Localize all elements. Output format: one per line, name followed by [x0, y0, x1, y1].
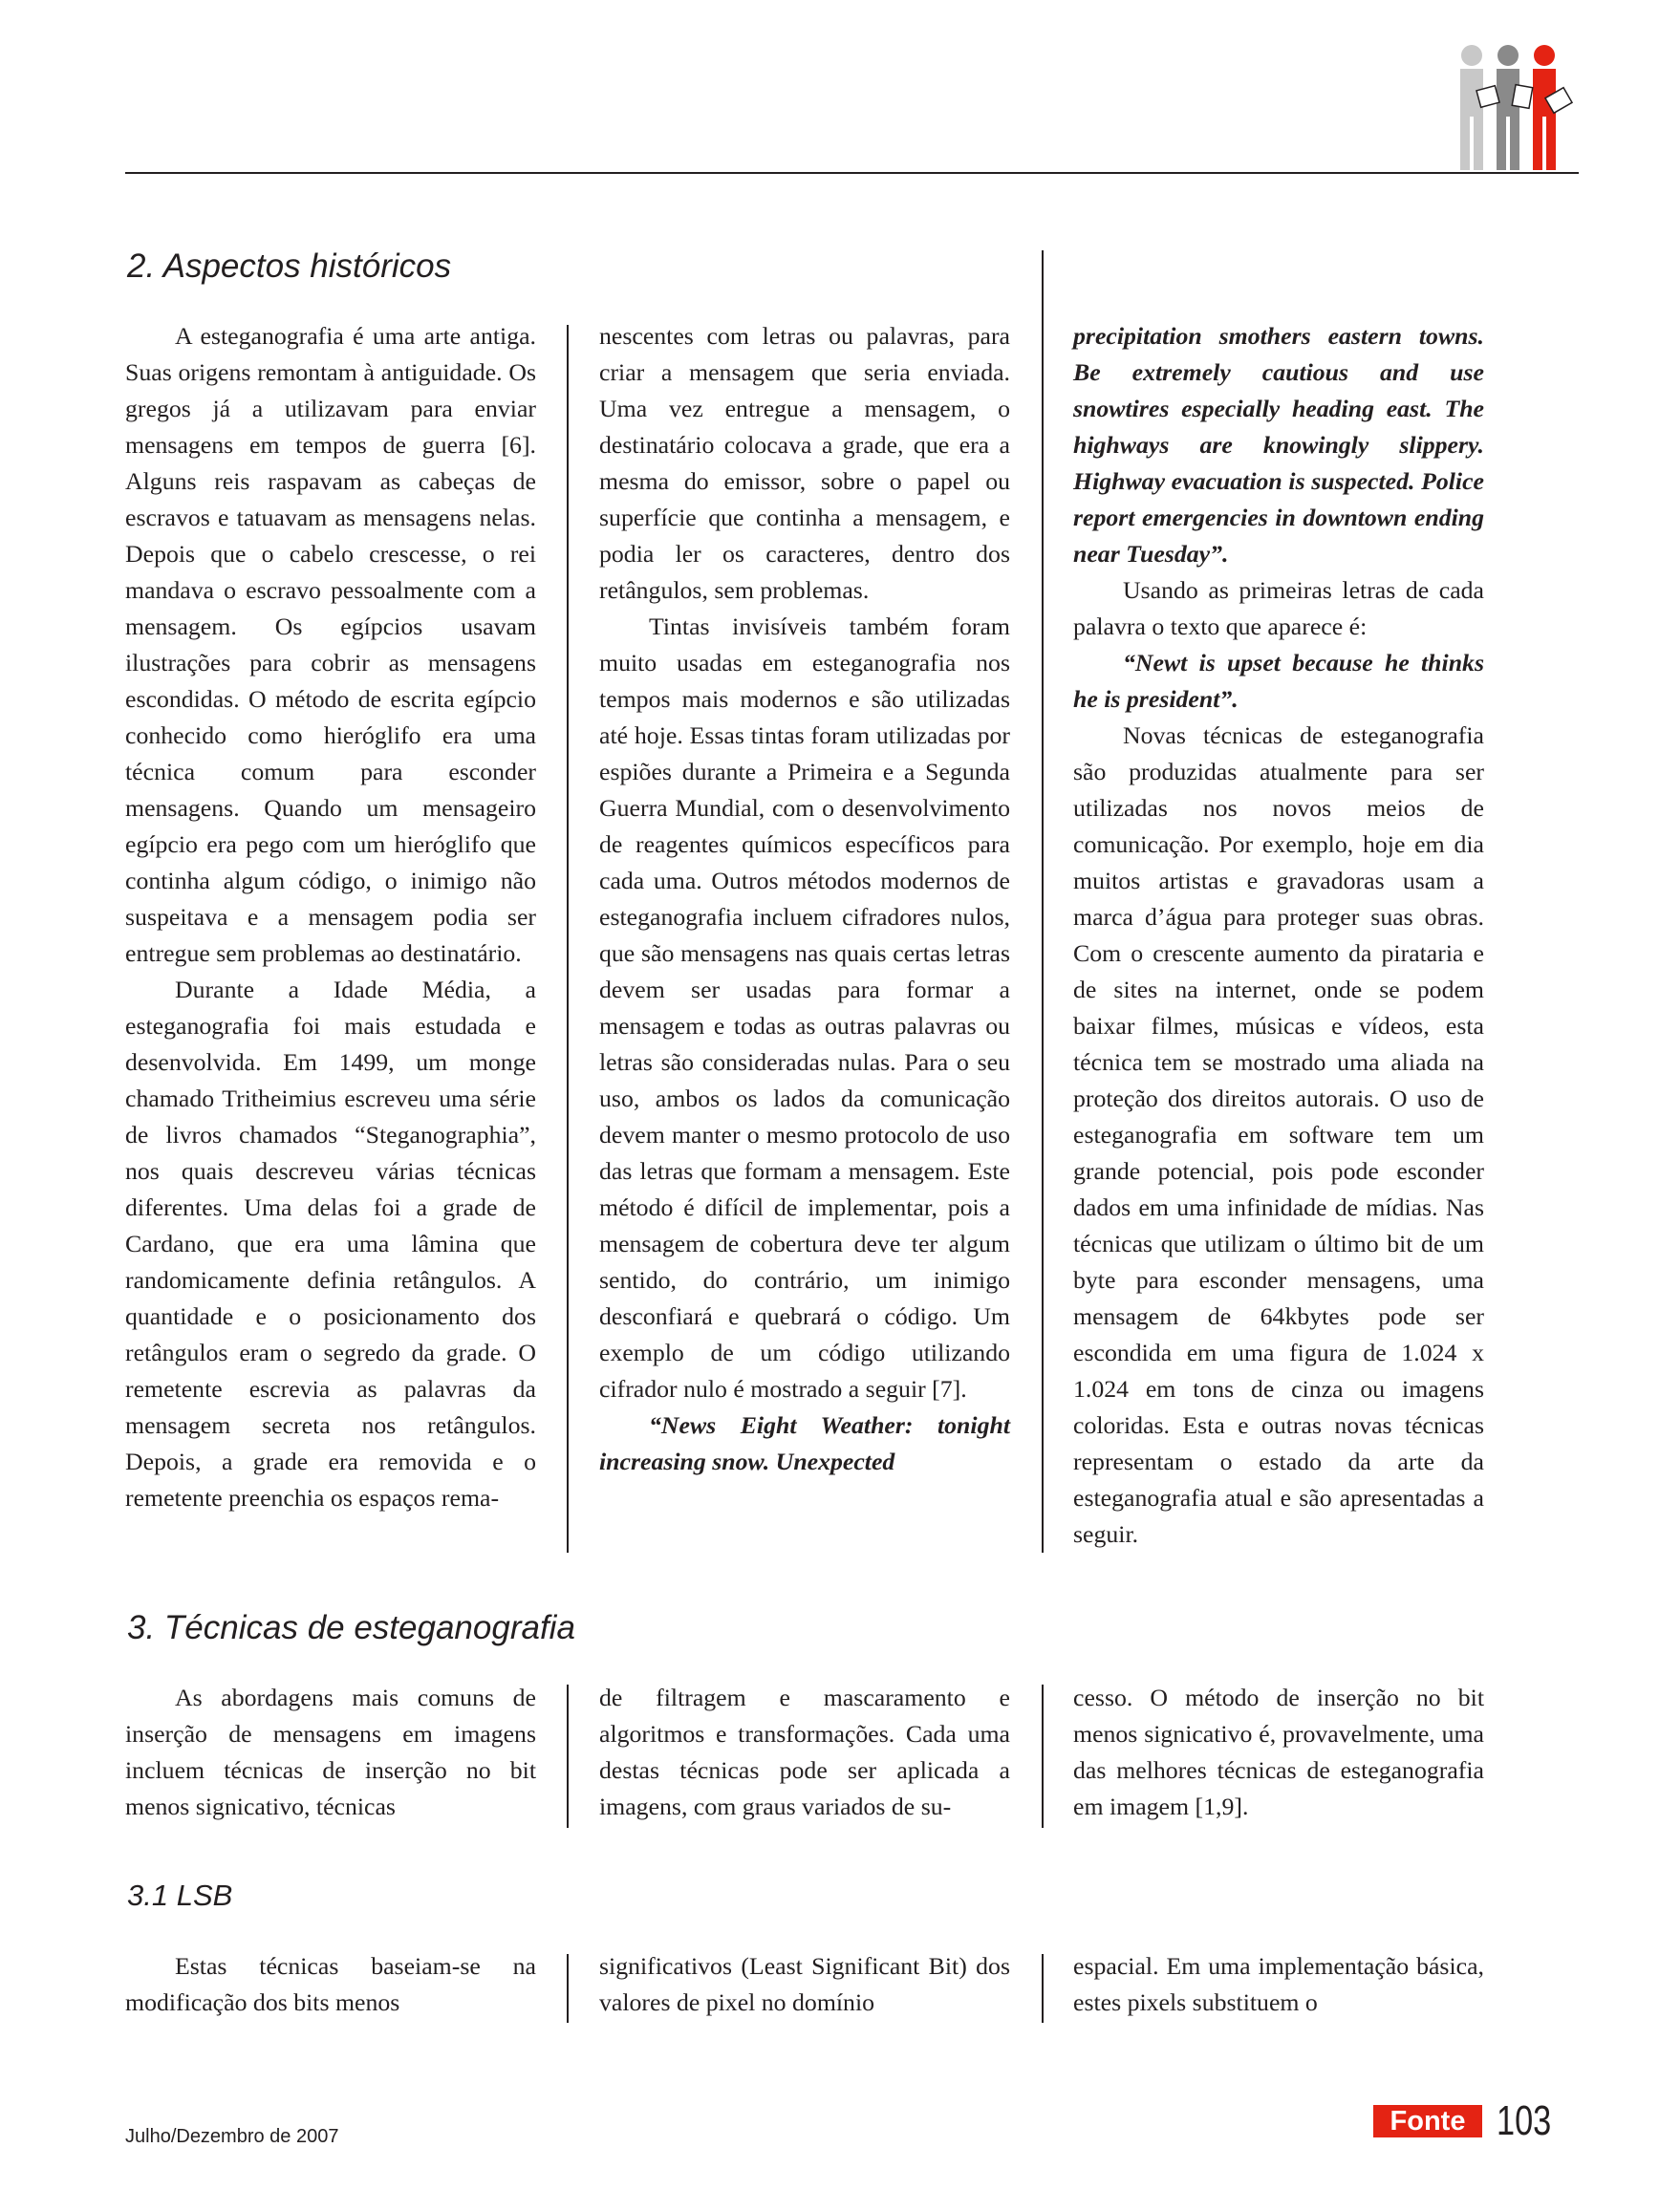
column-divider [1042, 250, 1044, 1553]
column-divider [567, 325, 569, 1553]
paragraph: Durante a Idade Média, a esteganografia foi mais estudada e desenvolvida. Em 1499, um monge chamado Tritheimius escreveu uma série de livros chamados “Steganographia”, nos quais descreveu várias técnicas diferentes. Uma delas foi a grade de Cardano, que era uma lâmina que randomicamente definia retângulos. A quantidade e o posicionamento dos retângulos eram o segredo da grade. O remetente escrevia as palavras da mensagem secreta nos retângulos. Depois, a grade era removida e o remetente preenchia os espaços rema- [125, 976, 536, 1512]
people-logo-icon [1445, 38, 1579, 172]
paragraph: de filtragem e mascaramento e algoritmos e transformações. Cada uma destas técnicas pode ser aplicada a imagens, com graus variados de su- [599, 1684, 1010, 1820]
paragraph: cesso. O método de inserção no bit menos signicativo é, provavelmente, uma das melhores técnicas de esteganografia em imagem [1,9]. [1073, 1684, 1484, 1820]
column-divider [1042, 1685, 1044, 1828]
paragraph: espacial. Em uma implementação básica, estes pixels substituem o [1073, 1952, 1484, 2016]
paragraph: As abordagens mais comuns de inserção de mensagens em imagens incluem técnicas de inserção no bit menos signicativo, técnicas [125, 1684, 536, 1820]
quote-paragraph: precipitation smothers eastern towns. Be extremely cautious and use snowtires especially heading east. The highways are knowingly slippery. Highway evacuation is suspected. Police report emergencies in downtown ending near Tuesday”. [1073, 322, 1484, 568]
header-rule [125, 172, 1579, 174]
section-2-column-1 [125, 318, 536, 1516]
section-3-column-2 [599, 1680, 1010, 1825]
section-3-1-column-3 [1073, 1948, 1484, 2021]
paragraph: Usando as primeiras letras de cada palavra o texto que aparece é: [1073, 576, 1484, 640]
paragraph: nescentes com letras ou palavras, para criar a mensagem que seria enviada. Uma vez entregue a mensagem, o destinatário colocava a grade, que era a mesma do emissor, sobre o papel ou superfície que continha a mensagem, e podia ler os caracteres, dentro dos retângulos, sem problemas. [599, 322, 1010, 604]
column-divider [567, 1954, 569, 2023]
column-divider [1042, 1954, 1044, 2023]
paragraph: Estas técnicas baseiam-se na modificação dos bits menos [125, 1952, 536, 2016]
section-3-heading: 3. Técnicas de esteganografia [127, 1609, 575, 1646]
paragraph: A esteganografia é uma arte antiga. Suas origens remontam à antiguidade. Os gregos já a utilizavam para enviar mensagens em tempos de guerra [6]. Alguns reis raspavam as cabeças de escravos e tatuavam as mensagens nelas. Depois que o cabelo crescesse, o rei mandava o escravo pessoalmente com a mensagem. Os egípcios usavam ilustrações para cobrir as mensagens escondidas. O método de escrita egípcio conhecido como hieróglifo era uma técnica comum para esconder mensagens. Quando um mensageiro egípcio era pego com um hieróglifo que continha algum código, o inimigo não suspeitava e a mensagem podia ser entregue sem problemas ao destinatário. [125, 322, 536, 967]
paragraph: Novas técnicas de esteganografia são produzidas atualmente para ser utilizadas nos novos meios de comunicação. Por exemplo, hoje em dia muitos artistas e gravadoras usam a marca d’água para proteger suas obras. Com o crescente aumento da pirataria e de sites na internet, onde se podem baixar filmes, músicas e vídeos, esta técnica tem se mostrado uma aliada na proteção dos direitos autorais. O uso de esteganografia em software tem um grande potencial, pois pode esconder dados em uma infinidade de mídias. Nas técnicas que utilizam o último bit de um byte para esconder mensagens, uma mensagem de 64kbytes pode ser escondida em uma figura de 1.024 x 1.024 em tons de cinza ou imagens coloridas. Esta e outras novas técnicas representam o estado da arte da esteganografia atual e são apresentadas a seguir. [1073, 721, 1484, 1548]
quote-paragraph: “News Eight Weather: tonight increasing snow. Unexpected [599, 1411, 1010, 1475]
section-3-1-heading: 3.1 LSB [127, 1879, 233, 1912]
section-2-column-2 [599, 318, 1010, 1480]
section-3-1-column-1 [125, 1948, 536, 2021]
section-3-1-column-2 [599, 1948, 1010, 2021]
paragraph: significativos (Least Significant Bit) dos valores de pixel no domínio [599, 1952, 1010, 2016]
paragraph: Tintas invisíveis também foram muito usadas em esteganografia nos tempos mais modernos e são utilizadas até hoje. Essas tintas foram utilizadas por espiões durante a Primeira e a Segunda Guerra Mundial, com o desenvolvimento de reagentes químicos específicos para cada uma. Outros métodos modernos de esteganografia incluem cifradores nulos, que são mensagens nas quais certas letras devem ser usadas para formar a mensagem e todas as outras palavras ou letras são consideradas nulas. Para o seu uso, ambos os lados da comunicação devem manter o mesmo protocolo de uso das letras que formam a mensagem. Este método é difícil de implementar, pois a mensagem de cobertura deve ter algum sentido, do contrário, um inimigo desconfiará e quebrará o código. Um exemplo de um código utilizando cifrador nulo é mostrado a seguir [7]. [599, 612, 1010, 1403]
quote-paragraph: “Newt is upset because he thinks he is president”. [1073, 649, 1484, 713]
section-2-heading: 2. Aspectos históricos [127, 247, 452, 285]
brand-logo: Fonte [1373, 2105, 1482, 2137]
page-number: 103 [1497, 2097, 1552, 2144]
footer-date: Julho/Dezembro de 2007 [125, 2126, 339, 2147]
section-2-column-3 [1073, 318, 1484, 1553]
section-3-column-1 [125, 1680, 536, 1825]
column-divider [567, 1685, 569, 1828]
section-3-column-3 [1073, 1680, 1484, 1825]
